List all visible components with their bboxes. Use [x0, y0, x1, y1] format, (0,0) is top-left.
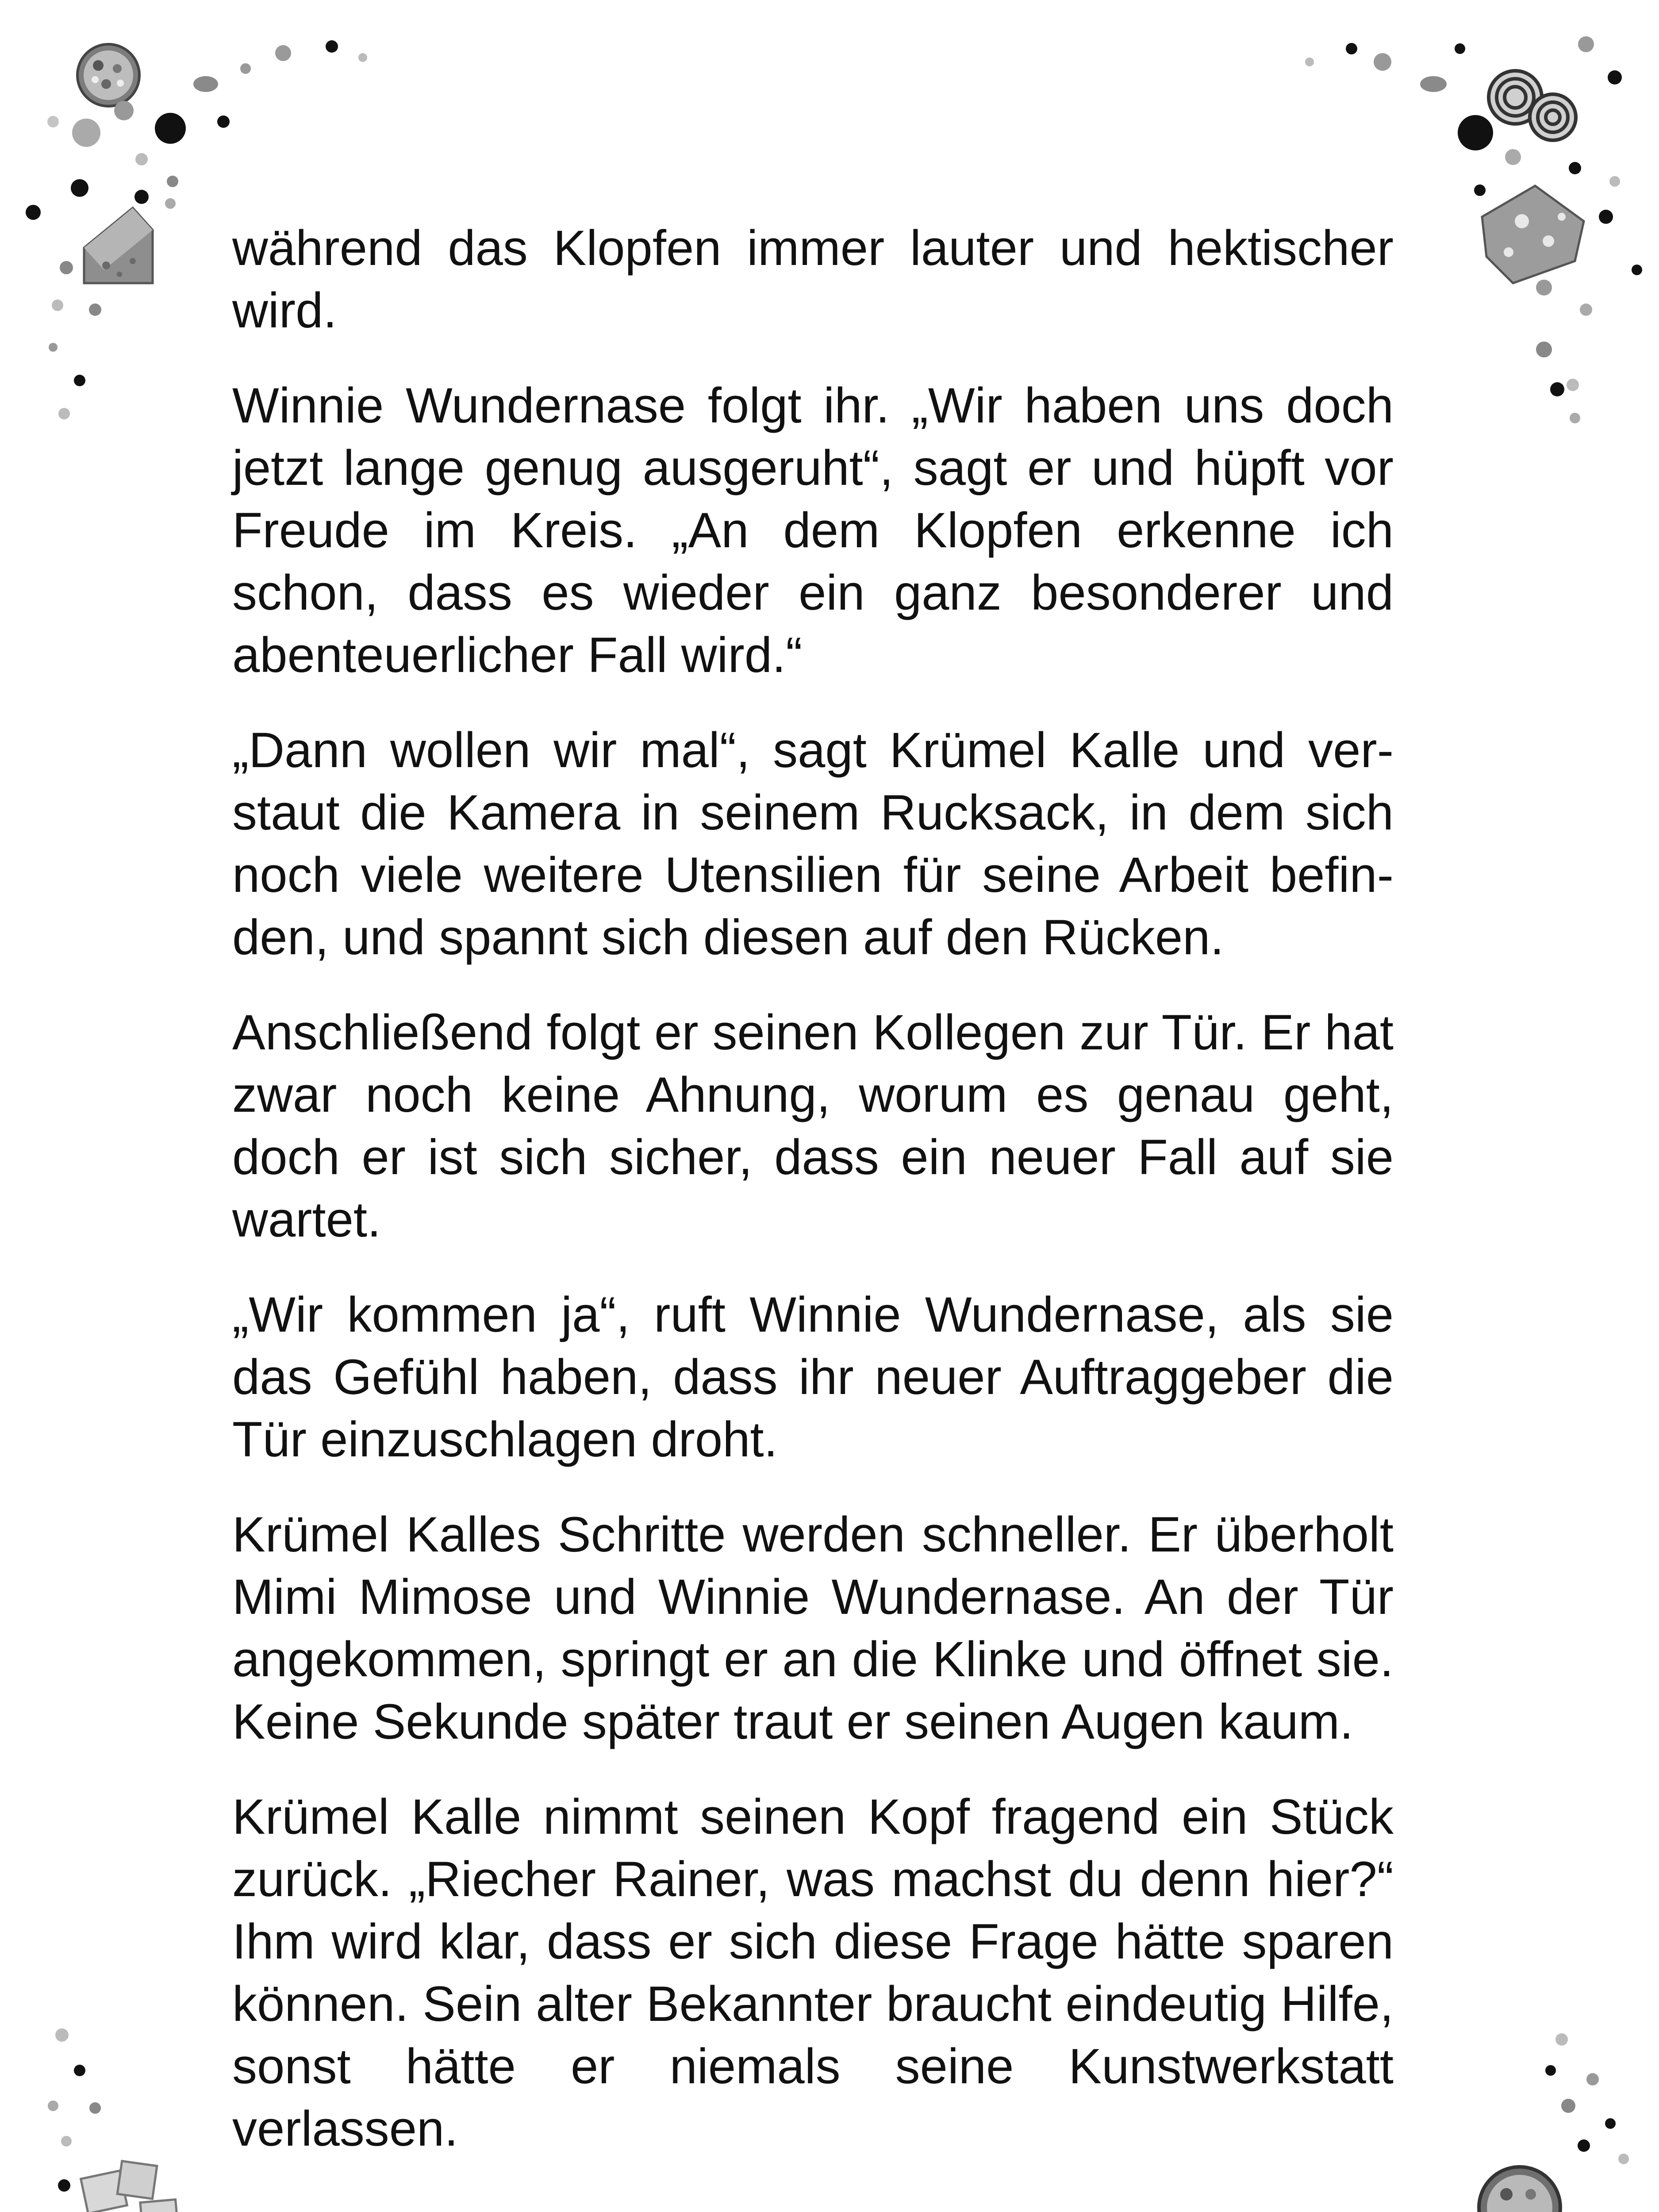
pizza-icon [1479, 2167, 1560, 2212]
paragraph-2: Winnie Wundernase folgt ihr. „Wir haben uns doch jetzt lange genug ausgeruht“, sagt er und hüpft vor Freude im Kreis. „An dem Klopfen erkenne ich schon, dass es wieder ein ganz besonderer und abenteuerlicher Fall wird.“ [232, 378, 1394, 683]
paragraph-6: Krümel Kalles Schritte werden schneller. Er überholt Mimi Mimose und Winnie Wundernase. An der Tür angekommen, springt er an die Klinke und öffnet sie. Keine Sekunde später traut er seinen Augen kaum. [232, 1507, 1394, 1749]
book-page-body [232, 217, 1394, 2193]
paragraph-3: „Dann wollen wir mal“, sagt Krümel Kalle und verstaut die Kamera in seinem Rucksack, in dem sich noch viele weitere Utensilien für seine Arbeit befinden, und spannt sich diesen auf den Rücken. [232, 722, 1394, 965]
paragraph-7: Krümel Kalle nimmt seinen Kopf fragend ein Stück zurück. „Riecher Rainer, was machst du denn hier?“ Ihm wird klar, dass er sich diese Frage hätte sparen können. Sein alter Bekannter braucht eindeutig Hilfe, sonst hätte er niemals seine Kunstwerkstatt verlassen. [232, 1789, 1394, 2156]
spiral-candy-icon [1489, 71, 1576, 140]
pizza-icon [77, 44, 139, 106]
paragraph-5: „Wir kommen ja“, ruft Winnie Wundernase, als sie das Gefühl haben, dass ihr neuer Auftraggeber die Tür einzuschlagen droht. [232, 1287, 1394, 1467]
swiss-cheese-icon [1482, 186, 1584, 283]
cheese-wedge-icon [84, 208, 153, 283]
sugar-cubes-icon [81, 2161, 178, 2212]
paragraph-1: während das Klopfen immer lauter und hektischer wird. [232, 220, 1394, 338]
paragraph-4: Anschließend folgt er seinen Kollegen zur Tür. Er hat zwar noch keine Ahnung, worum es genau geht, doch er ist sich sicher, dass ein neuer Fall auf sie wartet. [232, 1005, 1394, 1247]
